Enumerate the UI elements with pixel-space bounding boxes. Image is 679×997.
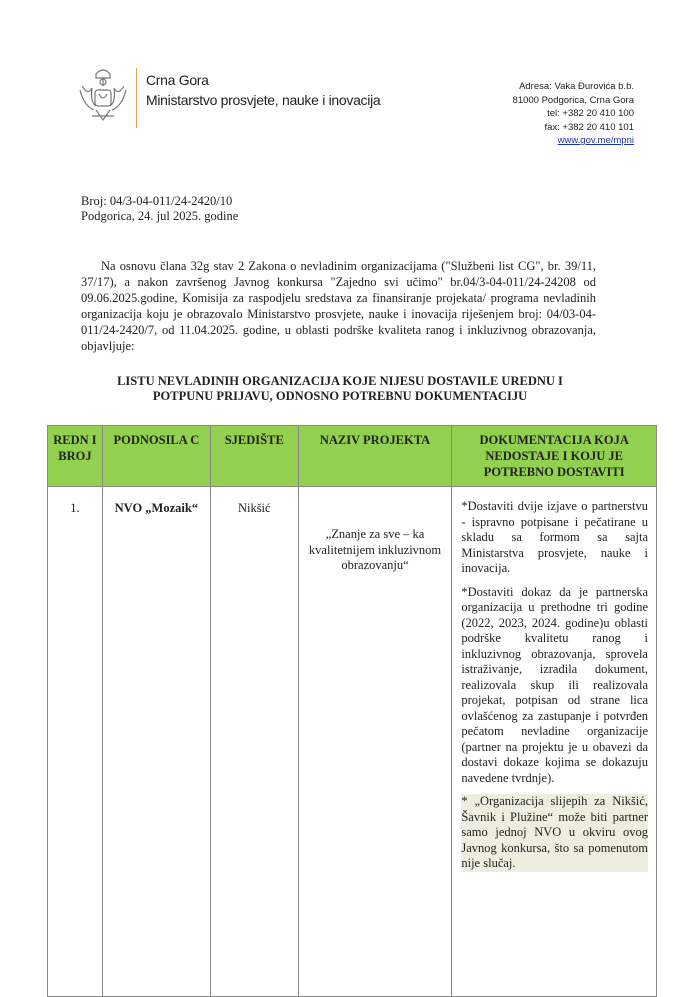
address-line: Adresa: Vaka Đurovića b.b.: [519, 81, 634, 92]
place-date: Podgorica, 24. jul 2025. godine: [81, 209, 239, 223]
missing-doc-item: *Dostaviti dokaz da je partnerska organizacija u prethodne tri godine (2022, 2023, 2024. godine)u oblasti podrške kvalitetu ranog i inkluzivnog obrazovanja, sprovela istraživanje, izradila dokument, realizovala skup ili realizovala projekat, potpisan od strane lica ovlašćenog za zastupanje i potvrđen pečatom nevladine organizacije (partner na projektu je u obavezi da dostavi dokaze kojima se dokazuju navedene tvrdnje).: [461, 584, 648, 785]
missing-documentation: [452, 487, 657, 997]
column-header-project: NAZIV PROJEKTA: [298, 426, 452, 487]
country-name: Crna Gora: [146, 72, 209, 88]
document-title: [70, 374, 610, 404]
city-line: 81000 Podgorica, Crna Gora: [512, 94, 634, 106]
column-header-number: REDN I BROJ: [48, 426, 103, 487]
project-name: „Znanje za sve – ka kvalitetnijem inkluzivnom obrazovanju“: [298, 487, 452, 997]
applicant: NVO „Mozaik“: [102, 487, 210, 997]
website-link[interactable]: www.gov.me/mpni: [557, 135, 634, 146]
contact-block: [513, 80, 634, 148]
seat: Nikšić: [210, 487, 298, 997]
header-divider: [136, 68, 137, 128]
row-number: 1.: [48, 487, 103, 997]
column-header-applicant: PODNOSILA C: [102, 426, 210, 487]
column-header-seat: SJEDIŠTE: [210, 426, 298, 487]
title-line: POTPUNU PRIJAVU, ODNOSNO POTREBNU DOKUMENTACIJU: [152, 389, 528, 403]
missing-doc-item: * „Organizacija slijepih za Nikšić, Šavnik i Plužine“ može biti partner samo jednoj NVO u okviru ovog Javnog konkursa, što sa pomenutom nije slučaj.: [461, 794, 648, 870]
ministry-name: Ministarstvo prosvjete, nauke i inovacija: [146, 92, 381, 108]
organizations-table: [47, 425, 657, 997]
fax: fax: +382 20 410 101: [544, 121, 634, 133]
coat-of-arms-logo: [78, 66, 128, 126]
missing-doc-item: *Dostaviti dvije izjave o partnerstvu - ispravno potpisane i pečatirane u skladu sa formom sa sajta Ministarstva prosvjete, nauke i inovacija.: [461, 499, 648, 575]
table-header-row: [48, 426, 657, 487]
title-line: LISTU NEVLADINIH ORGANIZACIJA KOJE NIJESU DOSTAVILE UREDNU I: [117, 374, 563, 388]
intro-paragraph: Na osnovu člana 32g stav 2 Zakona o nevladinim organizacijama ("Službeni list CG", br. 39/11, 37/17), a nakon završenog Javnog konkursa "Zajedno svi učimo" br.04/3-04-011/24-24208 od 09.06.2025.godine, Komisija za raspodjelu sredstava za finansiranje projekata/ programa nevladinih organizacija koju je obrazovalo Ministarstvo prosvjete, nauke i inovacija riješenjem broj: 04/03-04-011/24-2420/7, od 11.04.2025. godine, u oblasti podrške kvaliteta ranog i inkluzivnog obrazovanja, objavljuje:: [81, 259, 596, 353]
document-meta: [81, 194, 238, 224]
document-number: Broj: 04/3-04-011/24-2420/10: [81, 194, 233, 208]
table-row: [48, 487, 657, 997]
column-header-missing-docs: DOKUMENTACIJA KOJA NEDOSTAJE I KOJU JE POTREBNO DOSTAVITI: [452, 426, 657, 487]
phone: tel: +382 20 410 100: [547, 108, 634, 119]
ministry-header: [146, 70, 380, 110]
